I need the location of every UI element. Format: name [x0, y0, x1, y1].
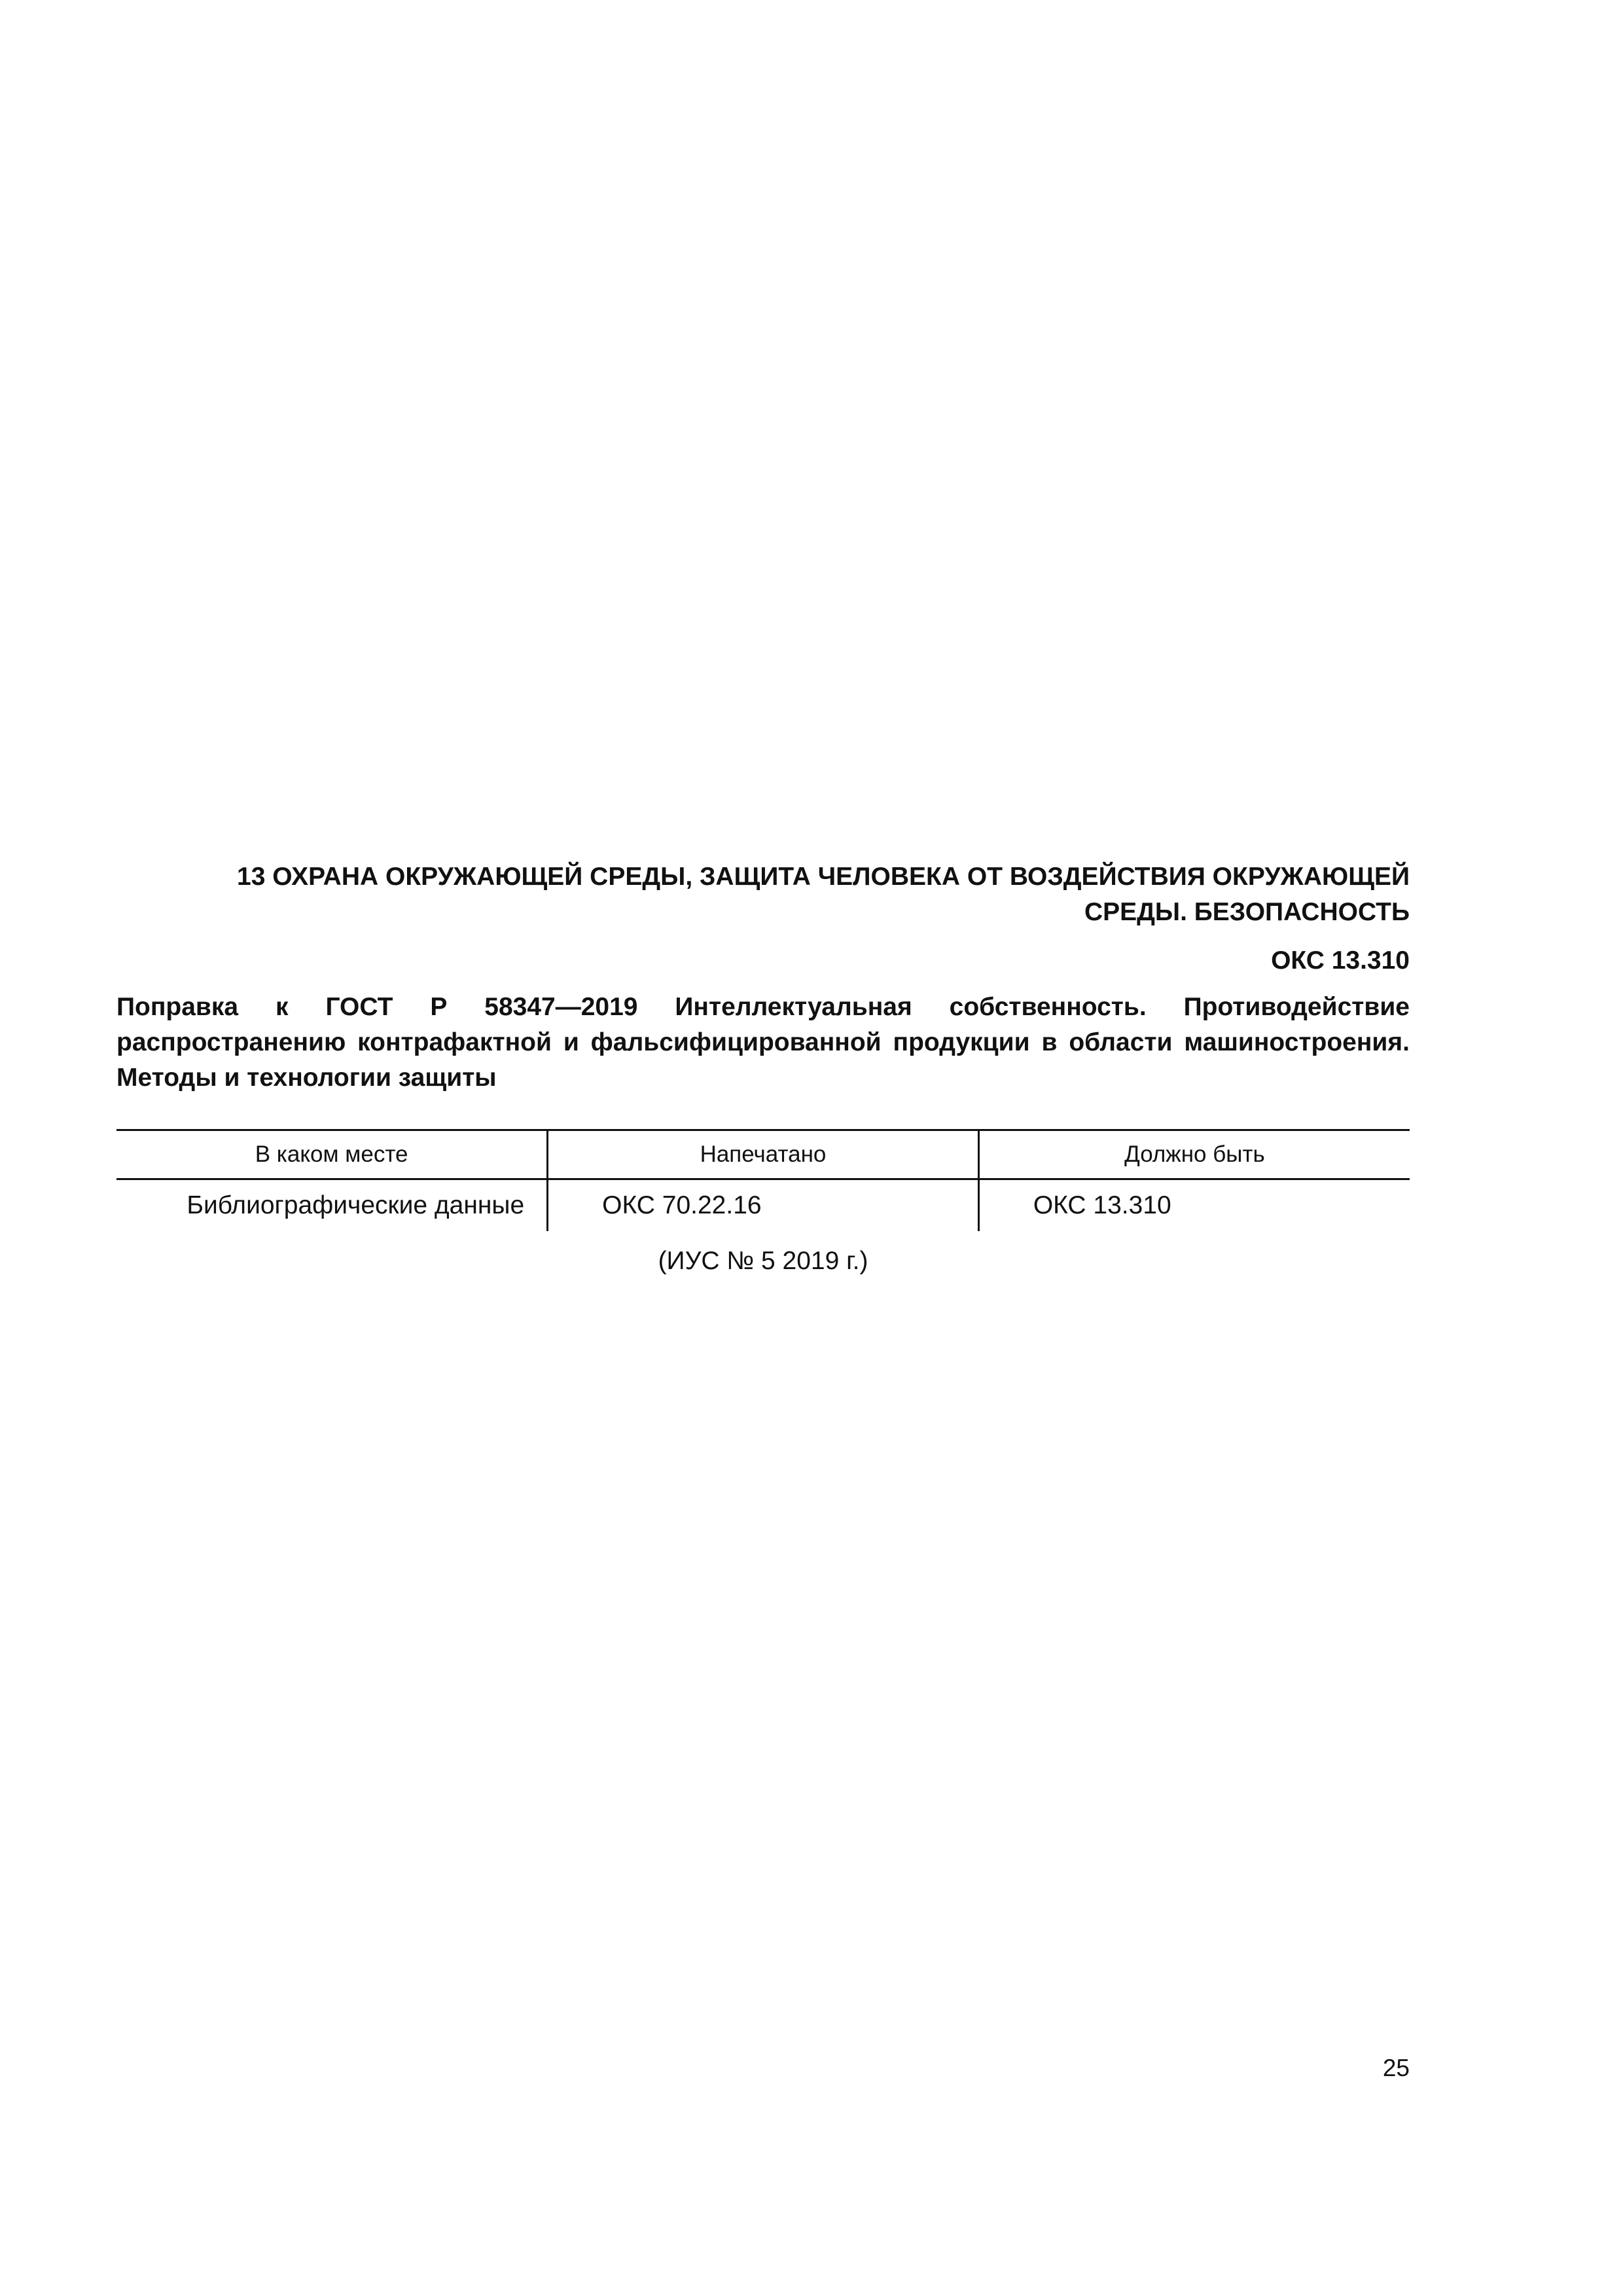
- column-header-location: В каком месте: [116, 1130, 548, 1179]
- cell-location: Библиографические данные: [187, 1191, 525, 1219]
- source-note: (ИУС № 5 2019 г.): [658, 1247, 868, 1275]
- amendment-title: Поправка к ГОСТ Р 58347—2019 Интеллектуальная собственность. Противодействие распространению контрафактной и фальсифицированной продукции в области машиностроения. Методы и технологии защиты: [116, 993, 1410, 1092]
- cell-should-be: ОКС 13.310: [978, 1179, 1410, 1232]
- amendment-table: [116, 1129, 1410, 1231]
- cell-printed: ОКС 70.22.16: [548, 1179, 979, 1232]
- section-heading-line-2: СРЕДЫ. БЕЗОПАСНОСТЬ: [1084, 898, 1410, 926]
- section-heading-line-1: 13 ОХРАНА ОКРУЖАЮЩЕЙ СРЕДЫ, ЗАЩИТА ЧЕЛОВЕКА ОТ ВОЗДЕЙСТВИЯ ОКРУЖАЮЩЕЙ: [237, 863, 1410, 891]
- table-header-row: [116, 1130, 1410, 1179]
- column-header-printed: Напечатано: [548, 1130, 979, 1179]
- page-number: 25: [1382, 2054, 1410, 2081]
- table-row: [116, 1179, 1410, 1232]
- section-heading: [116, 859, 1410, 930]
- column-header-should-be: Должно быть: [978, 1130, 1410, 1179]
- oks-code: ОКС 13.310: [1271, 946, 1410, 975]
